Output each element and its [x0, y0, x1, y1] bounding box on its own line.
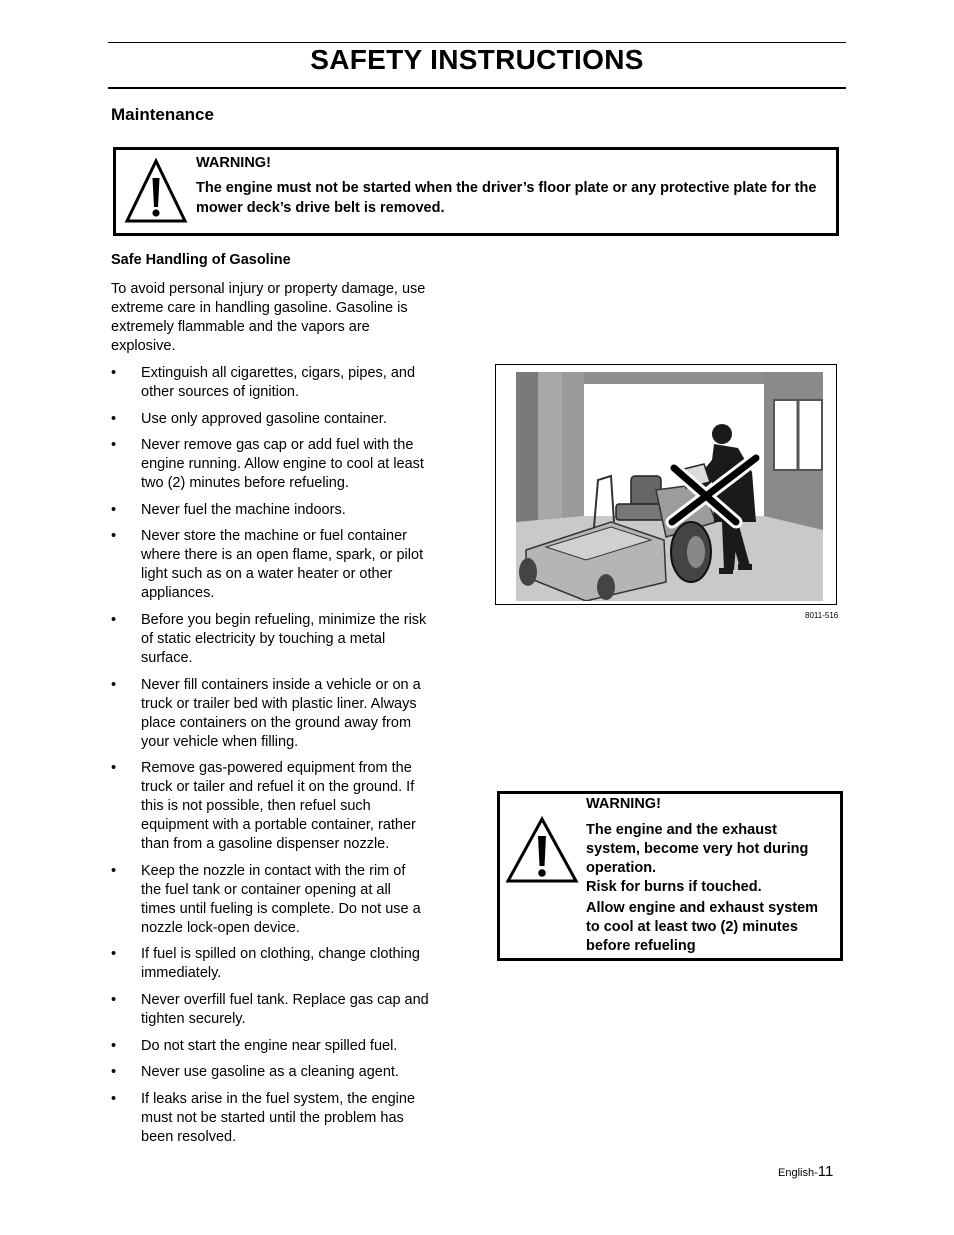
list-item: • Never use gasoline as a cleaning agent. — [111, 1064, 399, 1081]
warning-text: Allow engine and exhaust system to cool at least two (2) minutes before refueling — [586, 900, 819, 954]
warning-box-hot-engine — [497, 791, 843, 961]
prohibited-indoor-refueling-image — [516, 372, 823, 601]
list-item: • Never store the machine or fuel container where there is an open flame, spark, or pilot light such as on a water heater or other appliances. — [111, 528, 424, 602]
gasoline-bullet-list — [111, 364, 429, 1154]
gasoline-heading: Safe Handling of Gasoline — [111, 252, 291, 268]
bullet-icon: • — [111, 946, 117, 963]
bullet-icon: • — [111, 991, 117, 1008]
list-item: • If leaks arise in the fuel system, the engine must not be started until the problem has been resolved. — [111, 1090, 416, 1145]
list-item: • Never remove gas cap or add fuel with the engine running. Allow engine to cool at least two (2) minutes before refueling. — [111, 437, 424, 492]
page-number: 11 — [817, 1163, 834, 1180]
list-item: • If fuel is spilled on clothing, change clothing immediately. — [111, 946, 420, 982]
warning-triangle-icon — [124, 158, 188, 224]
page-title: SAFETY INSTRUCTIONS — [310, 44, 644, 75]
bullet-icon: • — [111, 410, 117, 427]
footer-language: English- — [778, 1167, 818, 1179]
top-rule — [108, 42, 846, 43]
list-item: • Extinguish all cigarettes, cigars, pipes, and other sources of ignition. — [111, 365, 416, 400]
list-item: • Remove gas-powered equipment from the truck or tailer and refuel it on the ground. If this is not possible, then refuel such equipment with a portable container, rather than from a gasoline dispenser nozzle. — [111, 760, 416, 853]
list-item: • Do not start the engine near spilled fuel. — [111, 1037, 398, 1054]
warning-text: The engine and the exhaust system, become very hot during operation. Risk for burns if touched. — [586, 822, 809, 895]
bullet-icon: • — [111, 365, 117, 381]
list-item: • Use only approved gasoline container. — [111, 410, 387, 427]
bullet-icon: • — [111, 676, 117, 693]
bullet-icon: • — [111, 1064, 117, 1081]
page-footer — [778, 1163, 833, 1180]
bullet-icon: • — [111, 862, 117, 879]
bullet-icon: • — [111, 1090, 117, 1107]
warning-text: The engine must not be started when the driver’s floor plate or any protective plate for the mower deck’s drive belt is removed. — [196, 180, 817, 216]
bullet-icon: • — [111, 760, 117, 777]
list-item: • Never fuel the machine indoors. — [111, 501, 346, 518]
list-item: • Never fill containers inside a vehicle or on a truck or trailer bed with plastic liner. Always place containers on the ground away from your vehicle when filling. — [111, 676, 421, 750]
refueling-indoors-illustration — [495, 364, 837, 605]
warning-label: WARNING! — [196, 155, 271, 171]
bullet-icon: • — [111, 528, 117, 545]
section-heading: Maintenance — [111, 105, 214, 124]
list-item: • Keep the nozzle in contact with the rim of the fuel tank or container opening at all times until fueling is complete. Do not use a nozzle lock-open device. — [111, 862, 421, 936]
bullet-icon: • — [111, 501, 117, 518]
warning-box-engine-plate — [113, 147, 839, 236]
bullet-icon: • — [111, 437, 117, 454]
list-item: • Before you begin refueling, minimize the risk of static electricity by touching a metal surface. — [111, 611, 427, 666]
gasoline-intro: To avoid personal injury or property damage, use extreme care in handling gasoline. Gasoline is extremely flammable and the vapors are explosive. — [111, 281, 426, 354]
list-item: • Never overfill fuel tank. Replace gas cap and tighten securely. — [111, 991, 429, 1027]
bullet-icon: • — [111, 611, 117, 628]
title-underline — [108, 87, 846, 89]
warning-label: WARNING! — [586, 796, 661, 812]
figure-code: 8011-516 — [805, 611, 839, 620]
warning-triangle-icon — [505, 816, 579, 884]
bullet-icon: • — [111, 1037, 117, 1054]
